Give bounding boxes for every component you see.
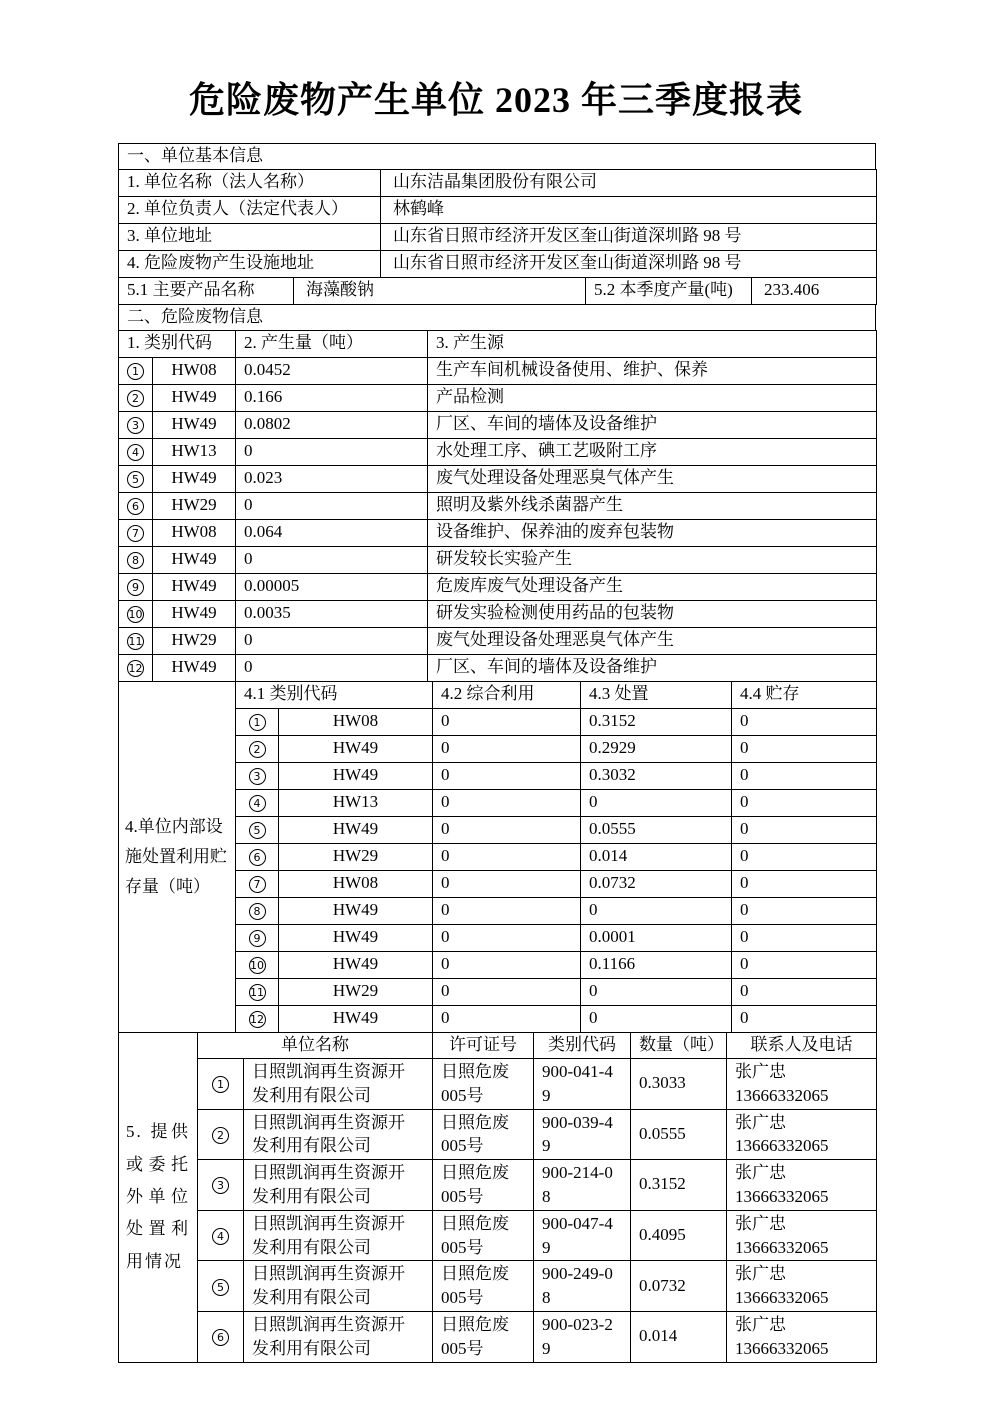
recycle-amount-cell: 0	[433, 708, 581, 735]
circled-number: 1	[249, 714, 266, 731]
waste-code: 900-041-49	[542, 1061, 613, 1105]
waste-code: 900-214-08	[542, 1163, 613, 1206]
waste-source-cell: 水处理工序、碘工艺吸附工序	[428, 438, 877, 465]
row-number-cell	[236, 870, 279, 897]
waste-code-cell: HW49	[279, 735, 433, 762]
waste-amount-cell: 0	[236, 654, 428, 681]
store-amount-cell: 0	[732, 735, 877, 762]
contact-cell	[727, 1058, 877, 1109]
row-number-cell	[119, 384, 153, 411]
report-table	[118, 143, 876, 1363]
license-number: 日照危废005号	[441, 1213, 509, 1257]
waste-source-cell: 厂区、车间的墙体及设备维护	[428, 411, 877, 438]
circled-number: 11	[128, 635, 143, 649]
waste-code-cell: HW49	[279, 951, 433, 978]
external-disposal-row	[119, 1058, 877, 1109]
contact-phone: 13666332065	[735, 1085, 829, 1105]
contact-cell	[727, 1261, 877, 1312]
page-title: 危险废物产生单位 2023 年三季度报表	[188, 80, 803, 120]
circled-number: 3	[127, 417, 144, 434]
dispose-amount-cell: 0.014	[581, 843, 732, 870]
company-cell	[244, 1261, 433, 1312]
contact-phone: 13666332065	[735, 1136, 829, 1156]
table-waste-info-header	[118, 304, 876, 331]
license-cell	[433, 1058, 534, 1109]
basic-info-value: 林鹤峰	[381, 196, 877, 223]
waste-source-cell: 设备维护、保养油的废弃包装物	[428, 519, 877, 546]
waste-code-cell: HW49	[279, 924, 433, 951]
circled-number: 5	[212, 1279, 229, 1296]
waste-source-cell: 照明及紫外线杀菌器产生	[428, 492, 877, 519]
circled-number: 10	[250, 959, 264, 973]
row-number-cell	[198, 1058, 244, 1109]
contact-name: 张广忠	[735, 1061, 786, 1081]
waste-code-cell: HW08	[279, 708, 433, 735]
circled-number: 1	[127, 363, 144, 380]
circled-number: 10	[128, 608, 143, 622]
basic-info-label: 4. 危险废物产生设施地址	[119, 250, 381, 277]
contact-cell	[727, 1311, 877, 1362]
company-cell	[244, 1160, 433, 1211]
row-number-cell	[236, 924, 279, 951]
waste-code-cell: HW29	[279, 978, 433, 1005]
circled-number: 6	[249, 849, 266, 866]
row-number-cell	[236, 951, 279, 978]
waste-code-cell: HW08	[153, 357, 236, 384]
store-amount-cell: 0	[732, 789, 877, 816]
company-name: 日照凯润再生资源开发利用有限公司	[252, 1061, 405, 1105]
circled-number: 2	[249, 741, 266, 758]
circled-number: 1	[212, 1076, 229, 1093]
recycle-amount-cell: 0	[433, 789, 581, 816]
contact-name: 张广忠	[735, 1163, 786, 1183]
waste-generation-row	[119, 573, 877, 600]
row-number-cell	[119, 627, 153, 654]
qty-cell: 0.4095	[631, 1210, 727, 1261]
circled-number: 9	[249, 930, 266, 947]
basic-info-row	[119, 196, 877, 223]
license-number: 日照危废005号	[441, 1163, 509, 1206]
product-qty-label: 5.2 本季度产量(吨)	[586, 277, 752, 304]
row-number-cell	[236, 1005, 279, 1032]
waste-amount-cell: 0.00005	[236, 573, 428, 600]
waste-amount-cell: 0	[236, 627, 428, 654]
contact-phone: 13666332065	[735, 1186, 829, 1206]
circled-number: 2	[127, 390, 144, 407]
external-disposal-row	[119, 1311, 877, 1362]
license-number: 日照危废005号	[441, 1264, 509, 1308]
recycle-amount-cell: 0	[433, 816, 581, 843]
recycle-amount-cell: 0	[433, 735, 581, 762]
waste-source-cell: 研发实验检测使用药品的包装物	[428, 600, 877, 627]
basic-info-label: 1. 单位名称（法人名称）	[119, 169, 381, 196]
table-basic-info	[118, 169, 877, 278]
waste-code: 900-039-49	[542, 1112, 613, 1156]
company-name: 日照凯润再生资源开发利用有限公司	[252, 1112, 405, 1156]
external-disposal-row	[119, 1210, 877, 1261]
recycle-amount-cell: 0	[433, 762, 581, 789]
section5-label: 5. 提供或委托外单位处置利用情况	[119, 1032, 198, 1362]
col-header-amount: 2. 产生量（吨）	[236, 330, 428, 357]
row-number-cell	[119, 438, 153, 465]
row-number-cell	[236, 762, 279, 789]
row-number-cell	[119, 546, 153, 573]
store-amount-cell: 0	[732, 816, 877, 843]
waste-code-cell: HW49	[279, 1005, 433, 1032]
section4-label: 4.单位内部设施处置利用贮存量（吨）	[119, 681, 236, 1032]
code-cell	[534, 1311, 631, 1362]
basic-info-row	[119, 250, 877, 277]
circled-number: 7	[249, 876, 266, 893]
waste-amount-cell: 0.064	[236, 519, 428, 546]
external-disposal-row	[119, 1261, 877, 1312]
circled-number: 4	[127, 444, 144, 461]
store-amount-cell: 0	[732, 843, 877, 870]
waste-generation-row	[119, 465, 877, 492]
basic-info-label: 2. 单位负责人（法定代表人）	[119, 196, 381, 223]
code-cell	[534, 1261, 631, 1312]
circled-number: 4	[212, 1228, 229, 1245]
qty-cell: 0.014	[631, 1311, 727, 1362]
contact-cell	[727, 1160, 877, 1211]
waste-amount-cell: 0.0452	[236, 357, 428, 384]
waste-code: 900-023-29	[542, 1314, 613, 1358]
col-header-code: 1. 类别代码	[119, 330, 236, 357]
circled-number: 6	[212, 1329, 229, 1346]
waste-source-cell: 危废库废气处理设备产生	[428, 573, 877, 600]
waste-code-cell: HW49	[153, 465, 236, 492]
row-number-cell	[119, 411, 153, 438]
circled-number: 7	[127, 525, 144, 542]
circled-number: 4	[249, 795, 266, 812]
basic-info-label: 3. 单位地址	[119, 223, 381, 250]
col-header-42-recycle: 4.2 综合利用	[433, 681, 581, 708]
recycle-amount-cell: 0	[433, 843, 581, 870]
contact-name: 张广忠	[735, 1112, 786, 1132]
waste-code-cell: HW29	[153, 627, 236, 654]
waste-code-cell: HW49	[279, 816, 433, 843]
license-cell	[433, 1261, 534, 1312]
circled-number: 8	[127, 552, 144, 569]
waste-code: 900-047-49	[542, 1213, 613, 1257]
license-cell	[433, 1109, 534, 1160]
qty-cell: 0.3033	[631, 1058, 727, 1109]
dispose-amount-cell: 0.3152	[581, 708, 732, 735]
row-number-cell	[198, 1210, 244, 1261]
company-name: 日照凯润再生资源开发利用有限公司	[252, 1213, 405, 1257]
circled-number: 8	[249, 903, 266, 920]
row-number-cell	[236, 789, 279, 816]
external-disposal-row	[119, 1109, 877, 1160]
waste-source-cell: 研发较长实验产生	[428, 546, 877, 573]
circled-number: 6	[127, 498, 144, 515]
license-cell	[433, 1311, 534, 1362]
dispose-amount-cell: 0.0001	[581, 924, 732, 951]
waste-generation-row	[119, 627, 877, 654]
waste-code-cell: HW08	[279, 870, 433, 897]
basic-info-value: 山东省日照市经济开发区奎山街道深圳路 98 号	[381, 223, 877, 250]
row-number-cell	[198, 1311, 244, 1362]
waste-code-cell: HW49	[279, 897, 433, 924]
row-number-cell	[198, 1261, 244, 1312]
store-amount-cell: 0	[732, 708, 877, 735]
store-amount-cell: 0	[732, 924, 877, 951]
col-header-source: 3. 产生源	[428, 330, 877, 357]
dispose-amount-cell: 0.3032	[581, 762, 732, 789]
waste-amount-cell: 0.166	[236, 384, 428, 411]
contact-name: 张广忠	[735, 1314, 786, 1334]
table-waste-generation	[118, 330, 877, 682]
waste-generation-row	[119, 411, 877, 438]
section1-header: 一、单位基本信息	[119, 144, 876, 170]
company-name: 日照凯润再生资源开发利用有限公司	[252, 1163, 405, 1206]
section2-header: 二、危险废物信息	[119, 304, 876, 330]
store-amount-cell: 0	[732, 978, 877, 1005]
company-name: 日照凯润再生资源开发利用有限公司	[252, 1264, 405, 1308]
waste-code-cell: HW29	[279, 843, 433, 870]
table-internal-disposal	[118, 681, 877, 1033]
waste-amount-cell: 0	[236, 492, 428, 519]
row-number-cell	[119, 573, 153, 600]
circled-number: 5	[127, 471, 144, 488]
waste-amount-cell: 0	[236, 438, 428, 465]
code-cell	[534, 1109, 631, 1160]
waste-generation-row	[119, 438, 877, 465]
table-external-disposal	[118, 1032, 877, 1363]
code-cell	[534, 1058, 631, 1109]
waste-code-cell: HW29	[153, 492, 236, 519]
basic-info-row	[119, 169, 877, 196]
store-amount-cell: 0	[732, 897, 877, 924]
company-name: 日照凯润再生资源开发利用有限公司	[252, 1314, 405, 1358]
company-cell	[244, 1210, 433, 1261]
circled-number: 5	[249, 822, 266, 839]
col-header-code: 类别代码	[534, 1032, 631, 1058]
recycle-amount-cell: 0	[433, 951, 581, 978]
circled-number: 12	[128, 662, 143, 676]
row-number-cell	[236, 735, 279, 762]
row-number-cell	[198, 1160, 244, 1211]
waste-source-cell: 厂区、车间的墙体及设备维护	[428, 654, 877, 681]
circled-number: 3	[249, 768, 266, 785]
recycle-amount-cell: 0	[433, 924, 581, 951]
waste-source-cell: 产品检测	[428, 384, 877, 411]
code-cell	[534, 1210, 631, 1261]
license-cell	[433, 1210, 534, 1261]
row-number-cell	[236, 816, 279, 843]
company-cell	[244, 1311, 433, 1362]
store-amount-cell: 0	[732, 1005, 877, 1032]
license-number: 日照危废005号	[441, 1061, 509, 1105]
circled-number: 9	[127, 579, 144, 596]
table-basic-info-header	[118, 143, 876, 170]
waste-code-cell: HW08	[153, 519, 236, 546]
waste-source-cell: 废气处理设备处理恶臭气体产生	[428, 627, 877, 654]
qty-cell: 0.0732	[631, 1261, 727, 1312]
waste-code-cell: HW13	[279, 789, 433, 816]
waste-code-cell: HW49	[153, 384, 236, 411]
contact-phone: 13666332065	[735, 1288, 829, 1308]
store-amount-cell: 0	[732, 951, 877, 978]
code-cell	[534, 1160, 631, 1211]
dispose-amount-cell: 0.0732	[581, 870, 732, 897]
company-cell	[244, 1058, 433, 1109]
product-name-label: 5.1 主要产品名称	[119, 277, 294, 304]
waste-generation-row	[119, 492, 877, 519]
dispose-amount-cell: 0	[581, 789, 732, 816]
row-number-cell	[119, 519, 153, 546]
waste-amount-cell: 0.0035	[236, 600, 428, 627]
contact-name: 张广忠	[735, 1213, 786, 1233]
product-name-value: 海藻酸钠	[294, 277, 586, 304]
waste-code-cell: HW49	[153, 600, 236, 627]
waste-generation-row	[119, 546, 877, 573]
col-header-contact: 联系人及电话	[727, 1032, 877, 1058]
waste-amount-cell: 0	[236, 546, 428, 573]
external-disposal-row	[119, 1160, 877, 1211]
row-number-cell	[119, 492, 153, 519]
row-number-cell	[119, 654, 153, 681]
row-number-cell	[198, 1109, 244, 1160]
contact-cell	[727, 1109, 877, 1160]
waste-code-cell: HW49	[153, 654, 236, 681]
basic-info-value: 山东省日照市经济开发区奎山街道深圳路 98 号	[381, 250, 877, 277]
table-product	[118, 277, 877, 305]
dispose-amount-cell: 0	[581, 978, 732, 1005]
waste-generation-row	[119, 357, 877, 384]
col-header-qty: 数量（吨）	[631, 1032, 727, 1058]
recycle-amount-cell: 0	[433, 870, 581, 897]
waste-code: 900-249-08	[542, 1264, 613, 1308]
row-number-cell	[119, 465, 153, 492]
recycle-amount-cell: 0	[433, 978, 581, 1005]
waste-amount-cell: 0.0802	[236, 411, 428, 438]
dispose-amount-cell: 0	[581, 897, 732, 924]
waste-code-cell: HW49	[153, 573, 236, 600]
circled-number: 11	[250, 986, 264, 1000]
waste-code-cell: HW13	[153, 438, 236, 465]
waste-code-cell: HW49	[153, 411, 236, 438]
contact-name: 张广忠	[735, 1264, 786, 1284]
waste-code-cell: HW49	[279, 762, 433, 789]
dispose-amount-cell: 0	[581, 1005, 732, 1032]
waste-amount-cell: 0.023	[236, 465, 428, 492]
row-number-cell	[236, 897, 279, 924]
external-disposal-header-row	[119, 1032, 877, 1058]
circled-number: 3	[212, 1177, 229, 1194]
store-amount-cell: 0	[732, 762, 877, 789]
qty-cell: 0.0555	[631, 1109, 727, 1160]
dispose-amount-cell: 0.2929	[581, 735, 732, 762]
store-amount-cell: 0	[732, 870, 877, 897]
waste-source-cell: 废气处理设备处理恶臭气体产生	[428, 465, 877, 492]
row-number-cell	[119, 357, 153, 384]
row-number-cell	[236, 708, 279, 735]
dispose-amount-cell: 0.0555	[581, 816, 732, 843]
contact-phone: 13666332065	[735, 1338, 829, 1358]
contact-cell	[727, 1210, 877, 1261]
row-number-cell	[236, 843, 279, 870]
dispose-amount-cell: 0.1166	[581, 951, 732, 978]
contact-phone: 13666332065	[735, 1237, 829, 1257]
qty-cell: 0.3152	[631, 1160, 727, 1211]
recycle-amount-cell: 0	[433, 897, 581, 924]
license-number: 日照危废005号	[441, 1112, 509, 1156]
row-number-cell	[236, 978, 279, 1005]
col-header-44-store: 4.4 贮存	[732, 681, 877, 708]
waste-source-cell: 生产车间机械设备使用、维护、保养	[428, 357, 877, 384]
license-cell	[433, 1160, 534, 1211]
col-header-license: 许可证号	[433, 1032, 534, 1058]
circled-number: 2	[212, 1127, 229, 1144]
waste-generation-row	[119, 654, 877, 681]
waste-generation-row	[119, 384, 877, 411]
col-header-43-dispose: 4.3 处置	[581, 681, 732, 708]
col-header-41-code: 4.1 类别代码	[236, 681, 433, 708]
product-row	[119, 277, 877, 304]
basic-info-value: 山东洁晶集团股份有限公司	[381, 169, 877, 196]
product-qty-value: 233.406	[752, 277, 877, 304]
row-number-cell	[119, 600, 153, 627]
waste-generation-row	[119, 600, 877, 627]
waste-generation-row	[119, 519, 877, 546]
company-cell	[244, 1109, 433, 1160]
waste-generation-header-row	[119, 330, 877, 357]
license-number: 日照危废005号	[441, 1314, 509, 1358]
col-header-company: 单位名称	[198, 1032, 433, 1058]
recycle-amount-cell: 0	[433, 1005, 581, 1032]
internal-disposal-header-row	[119, 681, 877, 708]
circled-number: 12	[250, 1013, 264, 1027]
basic-info-row	[119, 223, 877, 250]
waste-code-cell: HW49	[153, 546, 236, 573]
